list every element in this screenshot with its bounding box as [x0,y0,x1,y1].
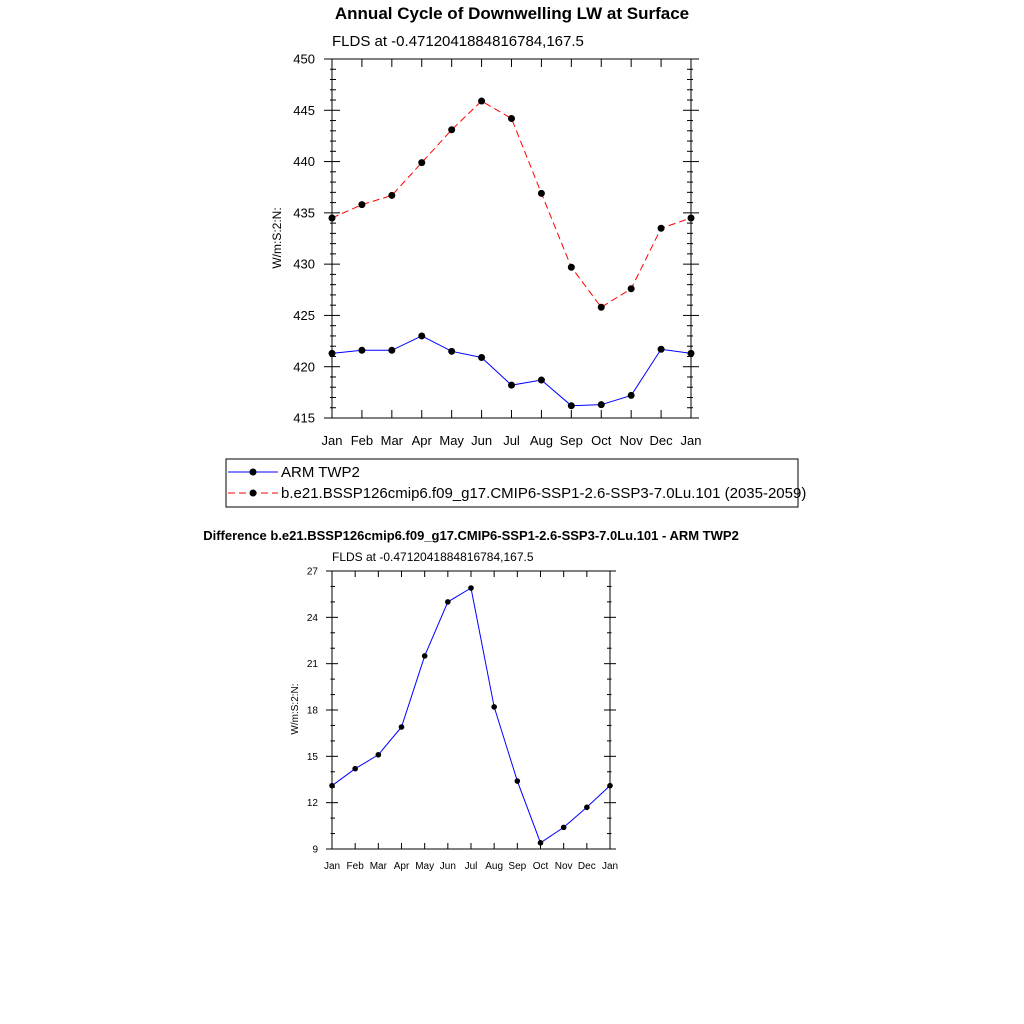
top-chart-series-0-point [448,348,455,355]
top-chart-series-1-point [388,192,395,199]
top-chart-series-0-point [478,354,485,361]
top-chart-series-0-point [628,392,635,399]
bottom-chart-xtick-label: Sep [508,861,527,872]
bottom-chart-xtick-label: Jul [464,861,478,872]
top-chart-series-0-line [332,336,691,406]
top-chart-ytick-label: 415 [293,410,315,426]
bottom-chart [290,550,618,872]
top-chart-ytick-label: 445 [293,102,315,118]
top-chart-xtick-label: Mar [380,433,404,448]
bottom-chart-series-0-point [329,783,335,789]
top-chart-series-1-point [568,264,575,271]
top-chart-series-1-line [332,101,691,307]
bottom-chart-series-0-point [607,783,613,789]
top-chart [270,33,701,448]
bottom-chart-ytick-label: 15 [306,751,318,763]
bottom-chart-xtick-label: Jan [601,861,619,872]
top-chart-series-0-point [538,377,545,384]
bottom-chart-series-0-point [515,778,521,784]
top-chart-ytick-label: 450 [293,51,315,67]
bottom-chart-ylabel: W/m:S:2:N: [290,683,301,735]
legend [226,459,806,507]
top-chart-series-1-point [538,190,545,197]
top-chart-series-0-point [688,350,695,357]
bottom-chart-xtick-label: Jan [323,861,341,872]
bottom-chart-series-0-point [491,704,497,710]
bottom-chart-series-0-point [468,585,474,591]
bottom-chart-series-0-line [332,588,610,843]
bottom-chart-series-0-point [376,752,382,758]
bottom-chart-subtitle: FLDS at -0.4712041884816784,167.5 [332,550,534,564]
top-chart-xtick-label: Jan [680,433,702,448]
top-chart-xtick-label: Aug [529,433,553,448]
top-chart-ytick-label: 430 [293,256,315,272]
top-chart-ytick-label: 425 [293,307,315,323]
bottom-chart-ytick-label: 12 [306,798,318,810]
bottom-chart-ytick-label: 27 [306,566,318,578]
top-chart-xtick-label: May [439,433,464,448]
legend-label-arm: ARM TWP2 [281,464,360,481]
top-chart-ytick-label: 420 [293,359,315,375]
top-chart-xtick-label: Jul [503,433,520,448]
top-chart-series-1-point [658,225,665,232]
bottom-chart-xtick-label: Oct [532,861,549,872]
bottom-chart-series-0-point [445,599,451,605]
bottom-chart-plot-frame [332,571,610,849]
bottom-chart-xtick-label: Feb [346,861,364,872]
top-chart-xtick-label: Jun [471,433,493,448]
top-chart-series-0-point [358,347,365,354]
legend-marker-model [250,490,257,497]
bottom-chart-xtick-label: Apr [393,861,410,872]
top-chart-ytick-label: 440 [293,154,315,170]
top-chart-xtick-label: Jan [321,433,343,448]
top-chart-series-1-point [598,304,605,311]
legend-label-model: b.e21.BSSP126cmip6.f09_g17.CMIP6-SSP1-2.6-SSP3-7.0Lu.101 (2035-2059) [281,485,807,502]
bottom-chart-xtick-label: Nov [554,861,573,872]
top-chart-title: Annual Cycle of Downwelling LW at Surface [334,4,690,23]
bottom-chart-xtick-label: Mar [369,861,387,872]
bottom-chart-series-0-point [399,724,405,730]
top-chart-xtick-label: Feb [350,433,374,448]
legend-marker-arm [250,469,257,476]
bottom-chart-ytick-label: 21 [306,659,318,671]
bottom-chart-ytick-label: 24 [306,612,318,624]
top-chart-ytick-label: 435 [293,205,315,221]
top-chart-series-1-point [478,98,485,105]
top-chart-series-1-point [358,201,365,208]
top-chart-series-1-point [448,126,455,133]
top-chart-series-0-point [508,382,515,389]
top-chart-series-0-point [388,347,395,354]
top-chart-series-0-point [568,402,575,409]
top-chart-series-1-point [418,159,425,166]
top-chart-series-0-point [329,350,336,357]
top-chart-ylabel: W/m:S:2:N: [270,207,284,269]
bottom-chart-series-0-point [538,840,544,846]
bottom-chart-series-0-point [352,766,358,772]
bottom-chart-xtick-label: Aug [485,861,504,872]
top-chart-series-0-point [418,332,425,339]
bottom-chart-ytick-label: 18 [306,705,318,717]
bottom-chart-xtick-label: Dec [577,861,596,872]
top-chart-xtick-label: Oct [591,433,612,448]
top-chart-series-1-point [508,115,515,122]
top-chart-xtick-label: Nov [619,433,643,448]
bottom-chart-series-0-point [561,825,567,831]
bottom-chart-ytick-label: 9 [312,844,318,856]
top-chart-xtick-label: Apr [411,433,432,448]
bottom-chart-series-0-point [422,653,428,659]
top-chart-series-1-point [688,214,695,221]
top-chart-xtick-label: Sep [559,433,583,448]
bottom-chart-title: Difference b.e21.BSSP126cmip6.f09_g17.CMIP6-SSP1-2.6-SSP3-7.0Lu.101 - ARM TWP2 [203,528,739,543]
top-chart-series-1-point [628,285,635,292]
bottom-chart-xtick-label: Jun [439,861,456,872]
top-chart-series-0-point [598,401,605,408]
top-chart-subtitle: FLDS at -0.4712041884816784,167.5 [332,33,584,50]
top-chart-xtick-label: Dec [649,433,673,448]
top-chart-series-0-point [658,346,665,353]
top-chart-plot-frame [332,59,691,418]
bottom-chart-series-0-point [584,805,590,811]
bottom-chart-xtick-label: May [415,861,435,872]
top-chart-series-1-point [329,214,336,221]
